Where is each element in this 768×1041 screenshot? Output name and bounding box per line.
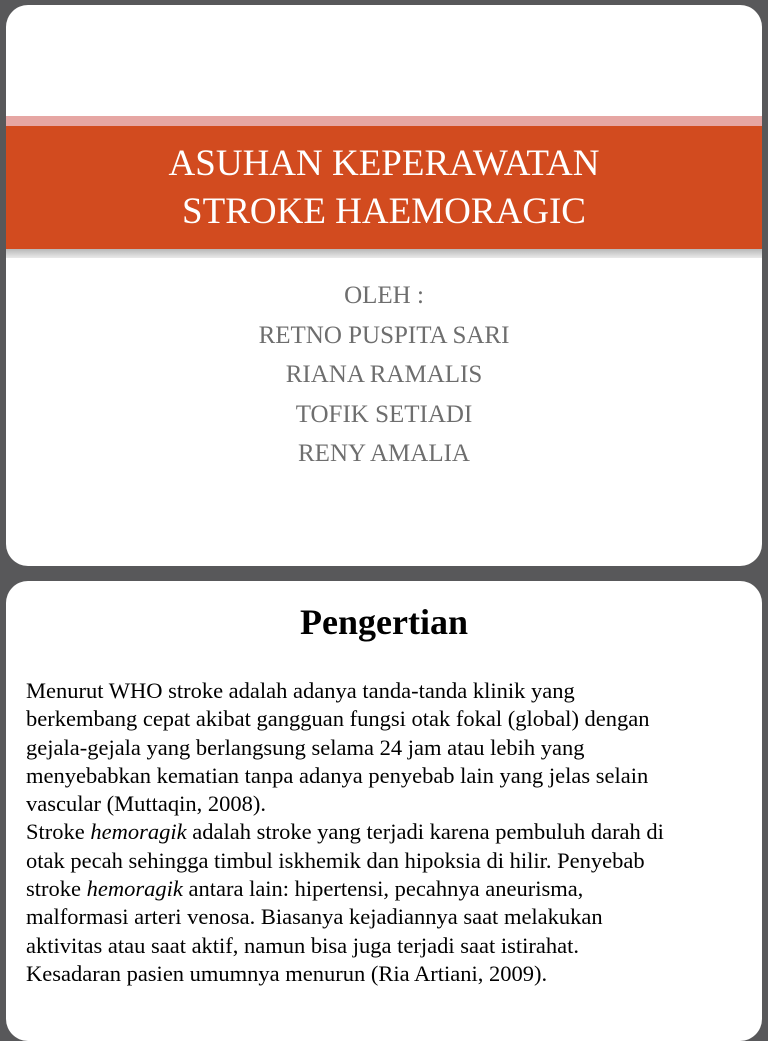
author-name: RENY AMALIA [298,440,470,467]
body-text-line [26,932,756,960]
body-text-line [26,790,756,818]
author-name: RIANA RAMALIS [285,361,483,388]
text-segment: malformasi arteri venosa. Biasanya kejadiannya saat melakukan [26,904,603,930]
text-segment: Menurut WHO stroke adalah adanya tanda-tanda klinik yang [26,678,575,703]
text-segment: gejala-gejala yang berlangsung selama 24 jam atau lebih yang [26,734,585,760]
text-segment: vascular (Muttaqin, 2008). [26,791,266,817]
slide-title-line-2: STROKE HAEMORAGIC [182,190,586,232]
body-text-line [26,705,756,733]
author-name: TOFIK SETIADI [295,400,473,428]
body-text-line [26,903,756,931]
author-by-label: OLEH : [344,282,424,309]
text-segment: antara lain: hipertensi, pecahnya aneurisma, [182,876,584,902]
title-band-shadow [6,249,762,258]
text-segment: otak pecah sehingga timbul iskhemik dan hipoksia di hilir. Penyebab [26,847,645,873]
slide-title-line-1: ASUHAN KEPERAWATAN [168,142,600,184]
text-segment: Kesadaran pasien umumnya menurun (Ria Artiani, 2009). [26,960,548,986]
body-text-line [26,818,756,846]
body-text [26,677,756,988]
text-segment: berkembang cepat akibat gangguan fungsi otak fokal (global) dengan [26,706,650,732]
title-band-accent-strip [6,116,762,126]
definition-slide [6,581,762,1041]
body-text-line [26,960,756,988]
text-segment: menyebabkan kematian tanpa adanya penyebab lain yang jelas selain [26,762,649,788]
body-text-line [26,677,756,705]
author-list [6,276,762,474]
body-text-line [26,875,756,903]
italic-term: hemoragik [86,876,183,902]
text-segment: stroke [26,876,87,902]
title-slide [6,5,762,566]
text-segment: Stroke [26,819,91,845]
author-name: RETNO PUSPITA SARI [258,321,510,349]
slide-heading: Pengertian [300,602,468,642]
text-segment: aktivitas atau saat aktif, namun bisa juga terjadi saat istirahat. [26,932,579,958]
body-text-line [26,734,756,762]
body-text-line [26,762,756,790]
italic-term: hemoragik [90,819,187,845]
text-segment: adalah stroke yang terjadi karena pembuluh darah di [186,819,664,845]
slide-title [6,126,762,249]
body-text-line [26,847,756,875]
